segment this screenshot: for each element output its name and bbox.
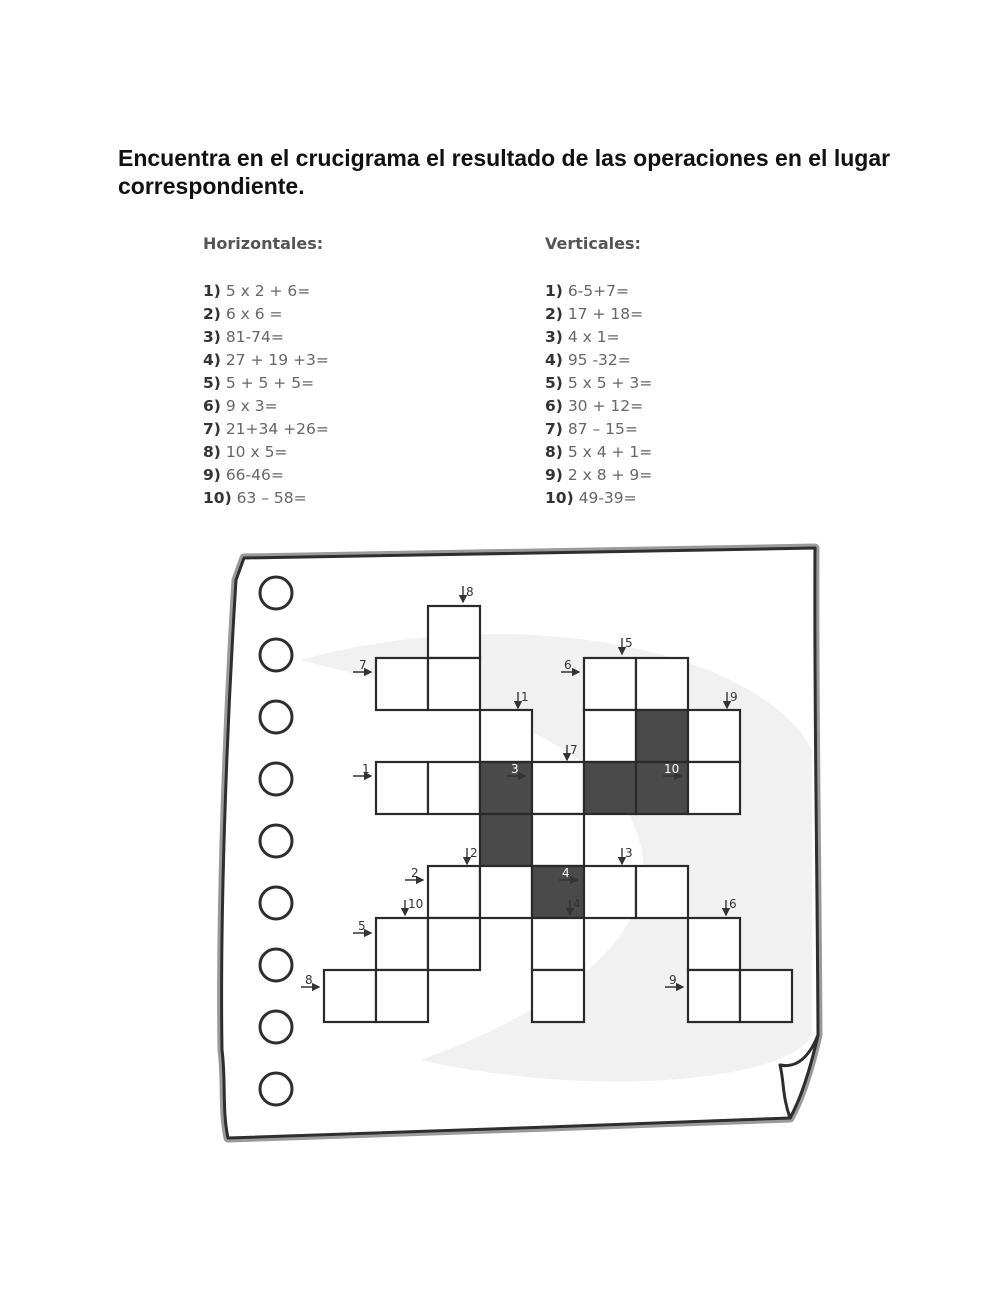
shaded-cell [636, 710, 688, 762]
clue-item [203, 441, 533, 464]
crossword-cell[interactable] [636, 658, 688, 710]
crossword-cell[interactable] [740, 970, 792, 1022]
label-vertical-7: 7 [570, 743, 578, 757]
crossword-notebook [0, 540, 1000, 1160]
clue-number: 1) [203, 282, 221, 300]
crossword-cell[interactable] [584, 658, 636, 710]
clue-expression: 30 + 12= [567, 397, 644, 415]
vertical-clue-list [545, 280, 875, 510]
label-horizontal-5: 5 [358, 919, 366, 933]
crossword-cell[interactable] [532, 918, 584, 970]
clue-number: 3) [545, 328, 563, 346]
clue-number: 8) [203, 443, 221, 461]
label-vertical-2: 2 [470, 846, 478, 860]
label-vertical-6: 6 [729, 897, 737, 911]
clue-expression: 66-46= [225, 466, 284, 484]
clue-number: 9) [203, 466, 221, 484]
shaded-cell [480, 814, 532, 866]
label-vertical-10: 10 [408, 897, 424, 911]
crossword-cell[interactable] [636, 866, 688, 918]
clue-item [545, 372, 875, 395]
clue-expression: 5 x 4 + 1= [567, 443, 653, 461]
label-horizontal-8: 8 [305, 973, 313, 987]
clue-number: 2) [545, 305, 563, 323]
clue-expression: 27 + 19 +3= [225, 351, 329, 369]
crossword-cell[interactable] [688, 710, 740, 762]
label-horizontal-10: 10 [664, 762, 680, 776]
clue-item [545, 280, 875, 303]
vertical-heading: Verticales: [545, 234, 641, 253]
label-horizontal-4: 4 [562, 866, 570, 880]
crossword-cell[interactable] [584, 710, 636, 762]
clue-expression: 81-74= [225, 328, 284, 346]
clue-item [545, 418, 875, 441]
crossword-cell[interactable] [480, 710, 532, 762]
crossword-cell[interactable] [688, 762, 740, 814]
clue-item [203, 303, 533, 326]
clue-item [545, 395, 875, 418]
clue-expression: 5 + 5 + 5= [225, 374, 315, 392]
crossword-cell[interactable] [584, 866, 636, 918]
clue-item [545, 349, 875, 372]
clue-item [545, 303, 875, 326]
crossword-cell[interactable] [428, 866, 480, 918]
crossword-cell[interactable] [688, 970, 740, 1022]
clue-number: 9) [545, 466, 563, 484]
clue-expression: 10 x 5= [225, 443, 288, 461]
crossword-cell[interactable] [376, 918, 428, 970]
clue-item [545, 441, 875, 464]
clue-item [545, 326, 875, 349]
label-horizontal-2: 2 [411, 866, 419, 880]
clue-item [203, 487, 533, 510]
label-vertical-3: 3 [625, 846, 633, 860]
label-vertical-9: 9 [730, 690, 738, 704]
shaded-cell [636, 762, 688, 814]
clue-expression: 2 x 8 + 9= [567, 466, 653, 484]
label-horizontal-7: 7 [359, 658, 367, 672]
clue-number: 4) [545, 351, 563, 369]
clue-number: 6) [203, 397, 221, 415]
horizontal-clues [203, 232, 533, 510]
label-vertical-8: 8 [466, 585, 474, 599]
clue-expression: 5 x 5 + 3= [567, 374, 653, 392]
label-horizontal-1: 1 [362, 762, 370, 776]
crossword-cell[interactable] [428, 658, 480, 710]
clue-number: 3) [203, 328, 221, 346]
clue-item [545, 487, 875, 510]
crossword-cell[interactable] [428, 762, 480, 814]
shaded-cell [480, 762, 532, 814]
crossword-cell[interactable] [428, 918, 480, 970]
clue-item [203, 372, 533, 395]
crossword-cell[interactable] [376, 658, 428, 710]
label-horizontal-9: 9 [669, 973, 677, 987]
clue-item [203, 280, 533, 303]
clue-expression: 6 x 6 = [225, 305, 283, 323]
clue-item [203, 349, 533, 372]
label-horizontal-3: 3 [511, 762, 519, 776]
clue-number: 7) [545, 420, 563, 438]
clue-expression: 21+34 +26= [225, 420, 329, 438]
clue-number: 6) [545, 397, 563, 415]
crossword-cell[interactable] [428, 606, 480, 658]
clue-number: 7) [203, 420, 221, 438]
vertical-clues [545, 232, 875, 510]
clue-expression: 49-39= [578, 489, 637, 507]
page-title: Encuentra en el crucigrama el resultado de las operaciones en el lugar correspondiente. [118, 145, 891, 199]
crossword-cell[interactable] [532, 970, 584, 1022]
horizontal-clue-list [203, 280, 533, 510]
crossword-cell[interactable] [532, 814, 584, 866]
shaded-cell [584, 762, 636, 814]
clue-expression: 95 -32= [567, 351, 631, 369]
label-horizontal-6: 6 [564, 658, 572, 672]
clue-expression: 17 + 18= [567, 305, 644, 323]
clue-item [203, 395, 533, 418]
clue-number: 5) [545, 374, 563, 392]
clue-number: 1) [545, 282, 563, 300]
clue-item [203, 326, 533, 349]
clue-item [203, 418, 533, 441]
clue-expression: 4 x 1= [567, 328, 620, 346]
clue-number: 4) [203, 351, 221, 369]
label-vertical-4: 4 [573, 897, 581, 911]
clue-number: 2) [203, 305, 221, 323]
clue-item [203, 464, 533, 487]
clue-item [545, 464, 875, 487]
crossword-cell[interactable] [376, 762, 428, 814]
crossword-cell[interactable] [532, 762, 584, 814]
clue-number: 10) [545, 489, 574, 507]
clue-number: 8) [545, 443, 563, 461]
clue-expression: 63 – 58= [236, 489, 307, 507]
crossword-cell[interactable] [688, 918, 740, 970]
clue-expression: 87 – 15= [567, 420, 638, 438]
label-vertical-5: 5 [625, 636, 633, 650]
clue-expression: 9 x 3= [225, 397, 278, 415]
crossword-cell[interactable] [480, 866, 532, 918]
clue-expression: 6-5+7= [567, 282, 629, 300]
clue-number: 10) [203, 489, 232, 507]
horizontal-heading: Horizontales: [203, 234, 324, 253]
crossword-cell[interactable] [324, 970, 376, 1022]
clue-number: 5) [203, 374, 221, 392]
label-vertical-1: 1 [521, 690, 529, 704]
crossword-cell[interactable] [376, 970, 428, 1022]
clue-expression: 5 x 2 + 6= [225, 282, 311, 300]
